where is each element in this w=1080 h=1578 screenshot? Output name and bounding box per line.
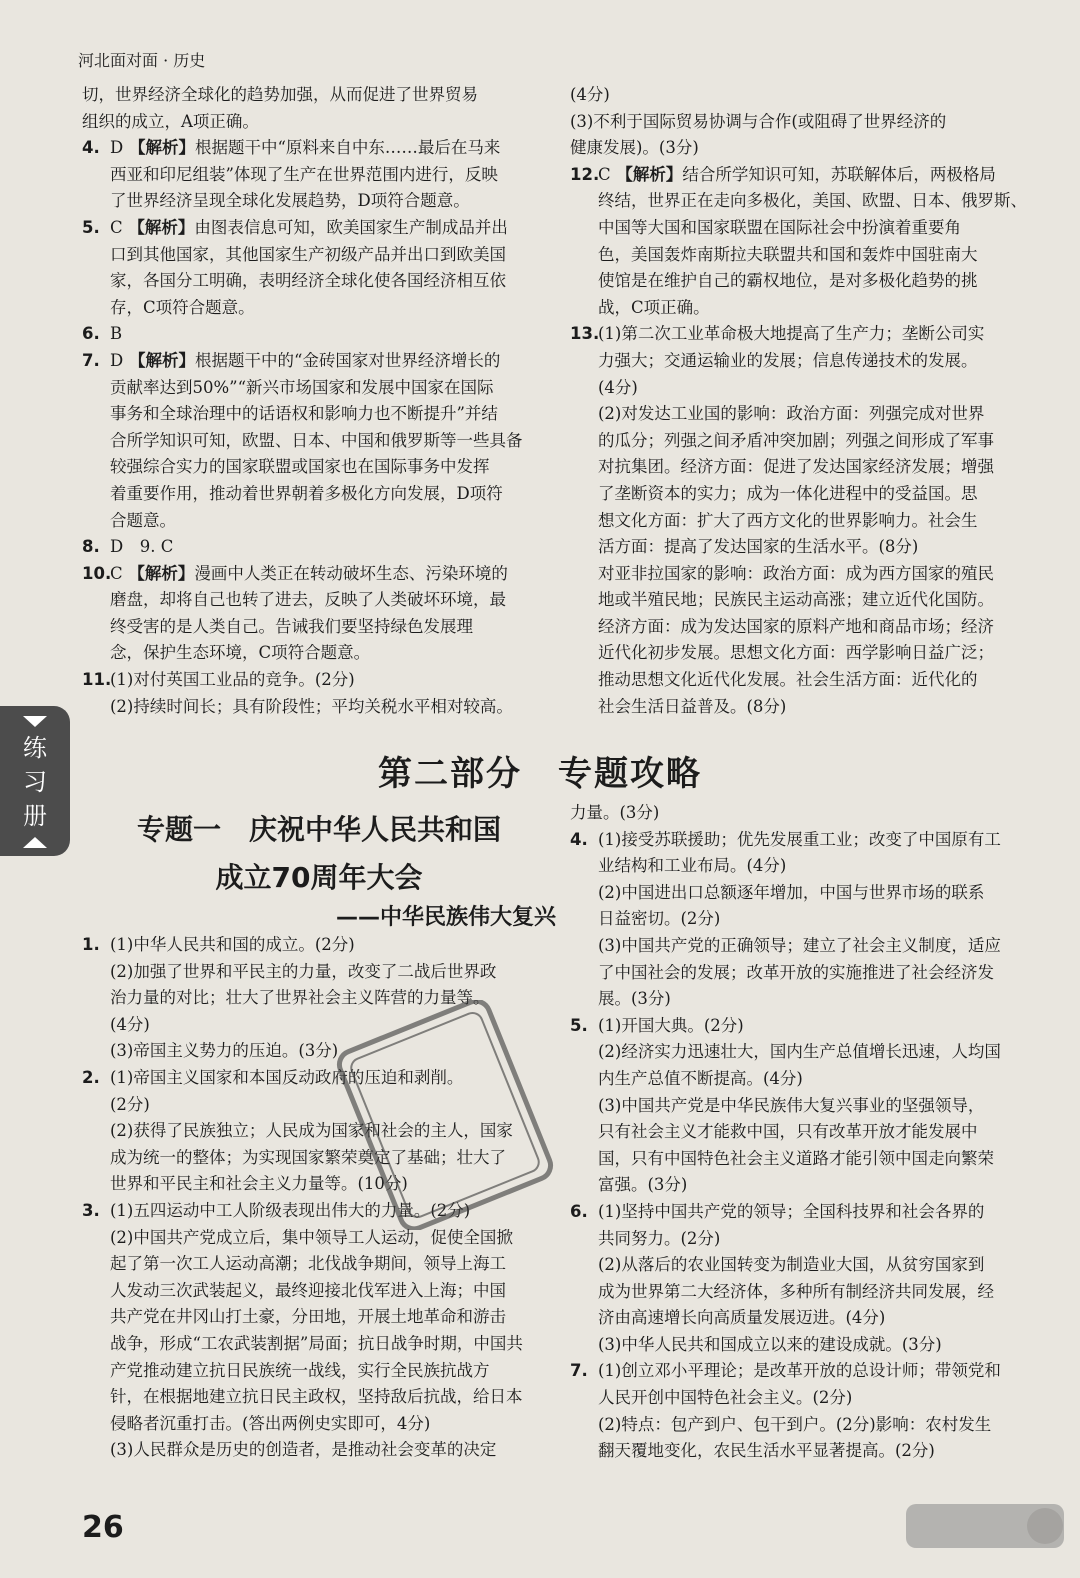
answers-top-left xyxy=(82,82,556,720)
answer-line xyxy=(110,321,556,348)
answer-line: (2)持续时间长；具有阶段性；平均关税水平相对较高。 xyxy=(110,696,513,716)
answer-item xyxy=(82,561,556,667)
continued-line: (4分) xyxy=(570,85,610,104)
answer-item xyxy=(570,162,1048,322)
topic-title-line2: 成立70周年大会 xyxy=(215,861,423,894)
answers-top-right xyxy=(570,82,1048,720)
answer-choice: (1)对付英国工业品的竞争。(2分) xyxy=(110,670,355,690)
answer-line: (2)经济实力迅速壮大，国内生产总值增长迅速，人均国 xyxy=(598,1042,1001,1062)
answer-choice: (1)中华人民共和国的成立。(2分) xyxy=(110,935,355,954)
answer-line: 日益密切。(2分) xyxy=(598,909,721,929)
analysis-tag: 【解析】 xyxy=(122,563,195,583)
continued-line: 组织的成立，A项正确。 xyxy=(82,111,259,131)
answer-choice: C xyxy=(598,164,611,184)
chevron-down-icon xyxy=(23,716,47,727)
answer-line: 磨盘，却将自己也转了进去，反映了人类破坏环境，最 xyxy=(110,590,506,610)
answer-choice: C xyxy=(110,563,123,583)
answer-line: 近代化初步发展。思想文化方面：西学影响日益广泛； xyxy=(598,643,994,663)
analysis-tag: 【解析】 xyxy=(123,350,195,370)
answer-choice: D xyxy=(110,350,124,370)
answer-line: 使馆是在维护自己的霸权地位，是对多极化趋势的挑 xyxy=(598,271,978,291)
answer-line: (2)加强了世界和平民主的力量，改变了二战后世界政 xyxy=(110,961,497,981)
answer-line: 对抗集团。经济方面：促进了发达国家经济发展；增强 xyxy=(598,457,994,477)
answer-item xyxy=(570,827,1048,1013)
answer-choice: (1)开国大典。(2分) xyxy=(598,1015,744,1035)
answer-line: (3)中国共产党是中华民族伟大复兴事业的坚强领导， xyxy=(598,1095,985,1115)
answer-line: 翻天覆地变化，农民生活水平显著提高。(2分) xyxy=(598,1441,935,1461)
question-number: 11. xyxy=(82,670,112,690)
answer-choice: C xyxy=(110,217,123,237)
answer-line: 色，美国轰炸南斯拉夫联盟共和国和轰炸中国驻南大 xyxy=(598,244,978,264)
analysis-text: 漫画中人类正在转动破坏生态、污染环境的 xyxy=(194,563,508,583)
header-title: 河北面对面 · 历史 xyxy=(78,51,206,70)
continued-line: 健康发展)。(3分) xyxy=(570,138,699,158)
answer-choice: B xyxy=(110,324,123,344)
analysis-text: 根据题干中“原料来自中东……最后在马来 xyxy=(194,138,501,158)
answer-line: (2)中国共产党成立后，集中领导工人运动，促使全国掀 xyxy=(110,1227,513,1247)
answer-line: 富强。(3分) xyxy=(598,1175,688,1195)
answer-line xyxy=(110,932,556,959)
answer-line: 展。(3分) xyxy=(598,989,671,1009)
part-title: 第二部分 专题攻略 xyxy=(378,754,702,794)
question-number: 6. xyxy=(570,1201,588,1221)
question-number: 4. xyxy=(570,829,588,849)
answer-line: 治力量的对比；壮大了世界社会主义阵营的力量等。 xyxy=(110,988,490,1008)
answer-line: 活方面：提高了发达国家的生活水平。(8分) xyxy=(598,537,919,557)
answer-line: 产党推动建立抗日民族统一战线，实行全民族抗战方 xyxy=(110,1360,490,1380)
answer-line: 想文化方面：扩大了西方文化的世界影响力。社会生 xyxy=(598,510,978,530)
answer-line: (2)对发达工业国的影响：政治方面：列强完成对世界 xyxy=(598,404,985,424)
answer-item xyxy=(570,1199,1048,1359)
answer-line: 地或半殖民地；民族民主运动高涨；建立近代化国防。 xyxy=(598,590,994,610)
answer-line: 共同努力。(2分) xyxy=(598,1228,721,1248)
analysis-tag: 【解析】 xyxy=(123,138,195,158)
answer-line: 较强综合实力的国家联盟或国家也在国际事务中发挥 xyxy=(110,457,490,477)
answer-choice: D xyxy=(110,138,124,158)
answer-choice: (1)接受苏联援助；优先发展重工业；改变了中国原有工 xyxy=(598,829,1001,849)
analysis-text: 根据题干中的“金砖国家对世界经济增长的 xyxy=(194,350,501,370)
question-number: 5. xyxy=(570,1015,588,1035)
answer-line: 战，C项正确。 xyxy=(598,297,710,317)
answer-line: 合题意。 xyxy=(110,510,176,530)
side-tab-char: 习 xyxy=(23,768,47,796)
answer-line xyxy=(110,135,556,162)
topic-subtitle: ——中华民族伟大复兴 xyxy=(335,905,556,930)
question-number: 13. xyxy=(570,324,600,344)
answer-line: 只有社会主义才能救中国，只有改革开放才能发展中 xyxy=(598,1122,978,1142)
answer-item xyxy=(82,1198,556,1464)
answer-line: 侵略者沉重打击。(答出两例史实即可，4分) xyxy=(110,1413,431,1433)
answer-line: 起了第一次工人运动高潮；北伐战争期间，领导上海工 xyxy=(110,1254,506,1274)
answer-item xyxy=(82,1065,556,1198)
question-number: 8. xyxy=(82,537,100,557)
answer-line xyxy=(110,1198,556,1225)
question-number: 12. xyxy=(570,164,600,184)
answer-line xyxy=(110,1065,556,1092)
answer-line: 中国等大国和国家联盟在国际社会中扮演着重要角 xyxy=(598,217,961,237)
answer-line: (2)中国进出口总额逐年增加，中国与世界市场的联系 xyxy=(598,882,985,902)
topic-title-line1: 专题一 庆祝中华人民共和国 xyxy=(136,813,501,846)
answers-bottom-left xyxy=(82,932,556,1464)
answer-line: 内生产总值不断提高。(4分) xyxy=(598,1068,803,1088)
answer-line xyxy=(598,827,1048,854)
answer-line: 口到其他国家，其他国家生产初级产品并出口到欧美国 xyxy=(110,244,506,264)
question-number: 2. xyxy=(82,1067,100,1087)
continued-line: (3)不利于国际贸易协调与合作(或阻碍了世界经济的 xyxy=(570,111,947,131)
answer-line: 着重要作用，推动着世界朝着多极化方向发展，D项符 xyxy=(110,483,503,503)
watermark-logo xyxy=(900,1500,1070,1570)
answer-item xyxy=(82,534,556,561)
side-tab-char: 册 xyxy=(23,802,47,830)
answer-line: (3)人民群众是历史的创造者，是推动社会变革的决定 xyxy=(110,1440,497,1460)
answer-line: 的瓜分；列强之间矛盾冲突加剧；列强之间形成了军事 xyxy=(598,430,994,450)
answer-line: (4分) xyxy=(598,377,638,397)
answer-choice: (1)帝国主义国家和本国反动政府的压迫和剥削。 xyxy=(110,1067,464,1087)
answer-line: (2)从落后的农业国转变为制造业大国，从贫穷国家到 xyxy=(598,1255,985,1275)
answer-line: 了世界经济呈现全球化发展趋势，D项符合题意。 xyxy=(110,191,470,211)
answer-choice: (1)创立邓小平理论；是改革开放的总设计师；带领党和 xyxy=(598,1361,1001,1381)
answer-line: (4分) xyxy=(110,1014,150,1034)
question-number: 7. xyxy=(570,1361,588,1381)
answer-line: 社会生活日益普及。(8分) xyxy=(598,696,787,716)
answer-item xyxy=(82,348,556,534)
answer-line: 经济方面：成为发达国家的原料产地和商品市场；经济 xyxy=(598,616,994,636)
answer-line: 对亚非拉国家的影响：政治方面：成为西方国家的殖民 xyxy=(598,563,994,583)
answer-line: 共产党在井冈山打土豪，分田地，开展土地革命和游击 xyxy=(110,1307,506,1327)
answer-item xyxy=(570,1358,1048,1464)
answer-line: 成为世界第二大经济体，多种所有制经济共同发展，经 xyxy=(598,1281,994,1301)
answer-line xyxy=(110,534,556,561)
answer-line: (3)帝国主义势力的压迫。(3分) xyxy=(110,1041,339,1061)
answer-line: 战争，形成“工农武装割据”局面；抗日战争时期，中国共 xyxy=(110,1333,523,1353)
answer-choice: (1)五四运动中工人阶级表现出伟大的力量。(2分) xyxy=(110,1200,471,1220)
answer-item xyxy=(570,321,1048,720)
question-number: 10. xyxy=(82,563,112,583)
answer-line xyxy=(110,667,556,694)
side-tab-workbook[interactable] xyxy=(0,706,70,856)
answer-line xyxy=(110,561,556,588)
answer-line: 针，在根据地建立抗日民主政权，坚持敌后抗战，给日本 xyxy=(110,1387,523,1407)
side-tab-char: 练 xyxy=(23,734,47,762)
answer-line xyxy=(598,162,1048,189)
answer-line: 事务和全球治理中的话语权和影响力也不断提升”并结 xyxy=(110,404,498,424)
side-tab-label xyxy=(0,731,70,833)
answer-line: 合所学知识可知，欧盟、日本、中国和俄罗斯等一些具备 xyxy=(110,430,523,450)
answer-line: 人发动三次武装起义，最终迎接北伐军进入上海；中国 xyxy=(110,1280,506,1300)
answer-item xyxy=(570,1013,1048,1199)
answer-line: (2)获得了民族独立；人民成为国家和社会的主人，国家 xyxy=(110,1121,513,1141)
answer-line: 贡献率达到50%”“新兴市场国家和发展中国家在国际 xyxy=(110,377,494,397)
answer-line: 业结构和工业布局。(4分) xyxy=(598,856,787,876)
answer-line: 了垄断资本的实力；成为一体化进程中的受益国。思 xyxy=(598,483,978,503)
continued-line: 力量。(3分) xyxy=(570,803,660,822)
question-number: 5. xyxy=(82,217,100,237)
answer-line: 了中国社会的发展；改革开放的实施推进了社会经济发 xyxy=(598,962,994,982)
answer-choice: (1)第二次工业革命极大地提高了生产力；垄断公司实 xyxy=(598,324,985,344)
answer-line: (2)特点：包产到户、包干到户。(2分)影响：农村发生 xyxy=(598,1414,992,1434)
answer-line: 西亚和印尼组装”体现了生产在世界范围内进行，反映 xyxy=(110,164,498,184)
answer-line: 力强大；交通运输业的发展；信息传递技术的发展。 xyxy=(598,350,978,370)
answer-item xyxy=(82,932,556,1065)
answer-choice: (1)坚持中国共产党的领导；全国科技界和社会各界的 xyxy=(598,1201,985,1221)
answer-line: 存，C项符合题意。 xyxy=(110,297,255,317)
answer-item xyxy=(82,135,556,215)
answer-line xyxy=(598,321,1048,348)
question-number: 1. xyxy=(82,935,100,954)
analysis-text: 由图表信息可知，欧美国家生产制成品并出 xyxy=(194,217,508,237)
answer-line xyxy=(598,1013,1048,1040)
continued-line: 切，世界经济全球化的趋势加强，从而促进了世界贸易 xyxy=(82,85,478,104)
chevron-up-icon xyxy=(23,837,47,848)
answer-item xyxy=(82,667,556,720)
answer-line: (3)中华人民共和国成立以来的建设成就。(3分) xyxy=(598,1334,942,1354)
answer-line xyxy=(110,215,556,242)
question-number: 6. xyxy=(82,324,100,344)
page-number: 26 xyxy=(82,1510,124,1545)
answer-line: 国，只有中国特色社会主义道路才能引领中国走向繁荣 xyxy=(598,1148,994,1168)
answer-line: 终受害的是人类自己。告诫我们要坚持绿色发展理 xyxy=(110,616,473,636)
analysis-tag: 【解析】 xyxy=(122,217,195,237)
answer-line: (2分) xyxy=(110,1094,150,1114)
answer-choice: D 9. C xyxy=(110,537,174,557)
answer-line: 家，各国分工明确，表明经济全球化使各国经济相互依 xyxy=(110,271,506,291)
answer-line: 人民开创中国特色社会主义。(2分) xyxy=(598,1388,853,1408)
answer-line xyxy=(598,1199,1048,1226)
answer-line: 成为统一的整体；为实现国家繁荣奠定了基础；壮大了 xyxy=(110,1147,506,1167)
question-number: 3. xyxy=(82,1200,100,1220)
answer-line: 济由高速增长向高质量发展迈进。(4分) xyxy=(598,1308,886,1328)
answer-item xyxy=(82,215,556,321)
answer-line xyxy=(598,1358,1048,1385)
answer-item xyxy=(82,321,556,348)
answers-bottom-right xyxy=(570,800,1048,1465)
answer-line: 终结，世界正在走向多极化，美国、欧盟、日本、俄罗斯、 xyxy=(598,191,1027,211)
answer-line: 推动思想文化近代化发展。社会生活方面：近代化的 xyxy=(598,670,978,690)
answer-line: 念，保护生态环境，C项符合题意。 xyxy=(110,643,371,663)
answer-line xyxy=(110,348,556,375)
answer-line: 世界和平民主和社会主义力量等。(10分) xyxy=(110,1174,408,1194)
answer-line: (3)中国共产党的正确领导；建立了社会主义制度，适应 xyxy=(598,935,1001,955)
analysis-tag: 【解析】 xyxy=(610,164,683,184)
question-number: 7. xyxy=(82,350,100,370)
analysis-text: 结合所学知识可知，苏联解体后，两极格局 xyxy=(682,164,996,184)
question-number: 4. xyxy=(82,138,100,158)
